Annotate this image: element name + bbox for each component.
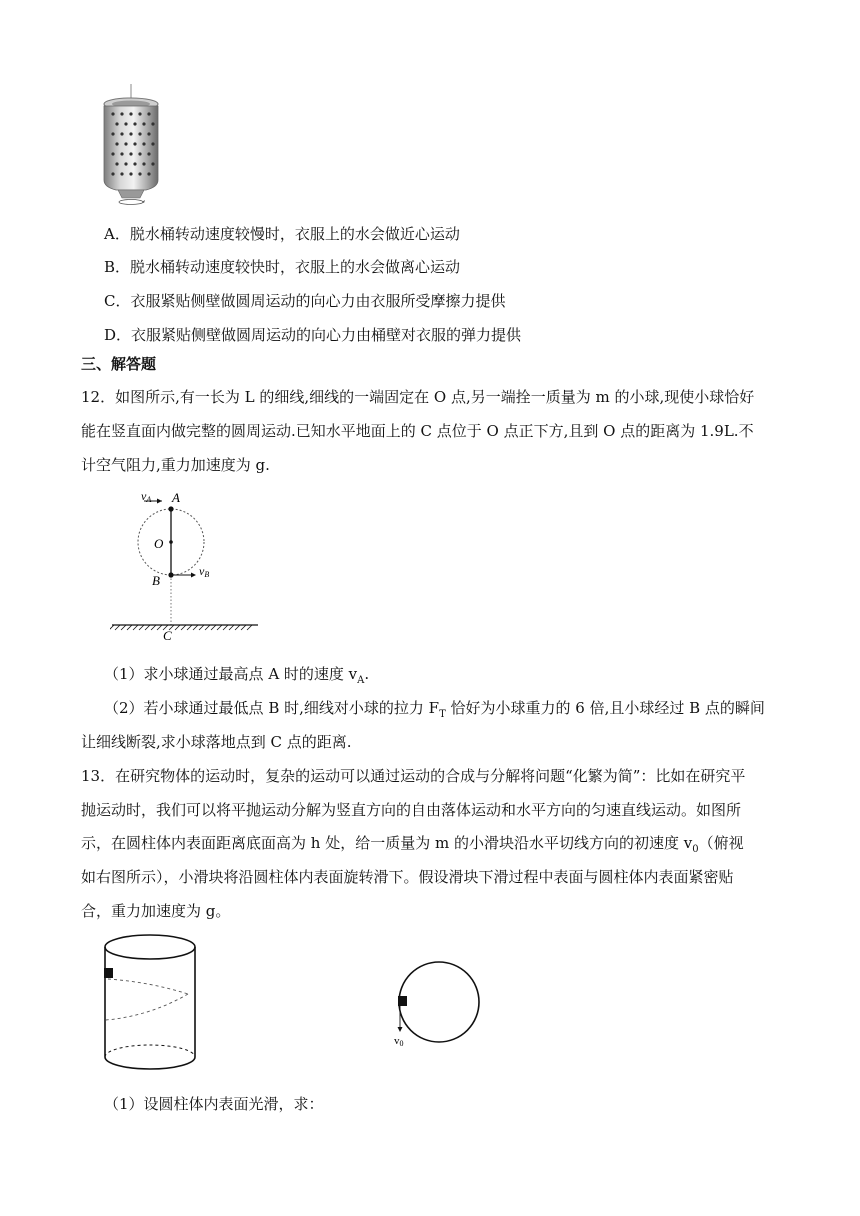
- q11-option-b: B．脱水桶转动速度较快时，衣服上的水会做离心运动: [104, 258, 461, 276]
- q11-option-d: D．衣服紧贴侧壁做圆周运动的向心力由桶壁对衣服的弹力提供: [104, 326, 522, 344]
- label-c: C: [163, 628, 172, 643]
- label-b: B: [152, 573, 160, 588]
- q13-stem-line5: 合，重力加速度为 g。: [81, 902, 231, 920]
- label-va: vA: [141, 489, 152, 504]
- q12-sub1: （1）求小球通过最高点 A 时的速度 $v_A$.: [104, 665, 370, 686]
- q13-stem-line2: 抛运动时，我们可以将平抛运动分解为竖直方向的自由落体运动和水平方向的匀速直线运动。如图所: [81, 801, 742, 819]
- top-view-circle-figure: [388, 952, 488, 1052]
- q12-stem-line2: 能在竖直面内做完整的圆周运动.已知水平地面上的 C 点位于 O 点正下方,且到 O 点的距离为 1.9L.不: [81, 422, 754, 440]
- label-a: A: [172, 490, 180, 505]
- vertical-circle-figure: [110, 487, 270, 643]
- q11-option-a: A．脱水桶转动速度较慢时，衣服上的水会做近心运动: [104, 225, 460, 243]
- q13-stem-line3: 示，在圆柱体内表面距离底面高为 h 处，给一质量为 m 的小滑块沿水平切线方向的初速度 $v_0$（俯视: [81, 834, 744, 855]
- q13-stem-line1: 13．在研究物体的运动时，复杂的运动可以通过运动的合成与分解将问题“化繁为简”：比如在研究平: [81, 767, 746, 785]
- q13-stem-line4: 如右图所示），小滑块将沿圆柱体内表面旋转滑下。假设滑块下滑过程中表面与圆柱体内表面紧密贴: [81, 868, 734, 886]
- q12-sub2-line2: 让细线断裂,求小球落地点到 C 点的距离.: [81, 733, 352, 751]
- q12-stem-line3: 计空气阻力,重力加速度为 g.: [81, 456, 270, 474]
- q12-stem-line1: 12．如图所示,有一长为 L 的细线,细线的一端固定在 O 点,另一端拴一质量为 m 的小球,现使小球恰好: [81, 388, 755, 406]
- q12-sub2-line1: （2）若小球通过最低点 B 时,细线对小球的拉力 $F_T$ 恰好为小球重力的 6 倍,且小球经过 B 点的瞬间: [104, 699, 765, 720]
- label-vb: vB: [199, 564, 210, 579]
- cylinder-figure: [100, 932, 200, 1082]
- q11-option-c: C．衣服紧贴侧壁做圆周运动的向心力由衣服所受摩擦力提供: [104, 292, 506, 310]
- label-v0: v0: [394, 1035, 404, 1048]
- label-o: O: [154, 536, 164, 551]
- section-heading: 三、解答题: [81, 355, 157, 373]
- q13-sub1: （1）设圆柱体内表面光滑，求：: [104, 1095, 324, 1113]
- spin-dryer-drum-figure: [96, 84, 166, 210]
